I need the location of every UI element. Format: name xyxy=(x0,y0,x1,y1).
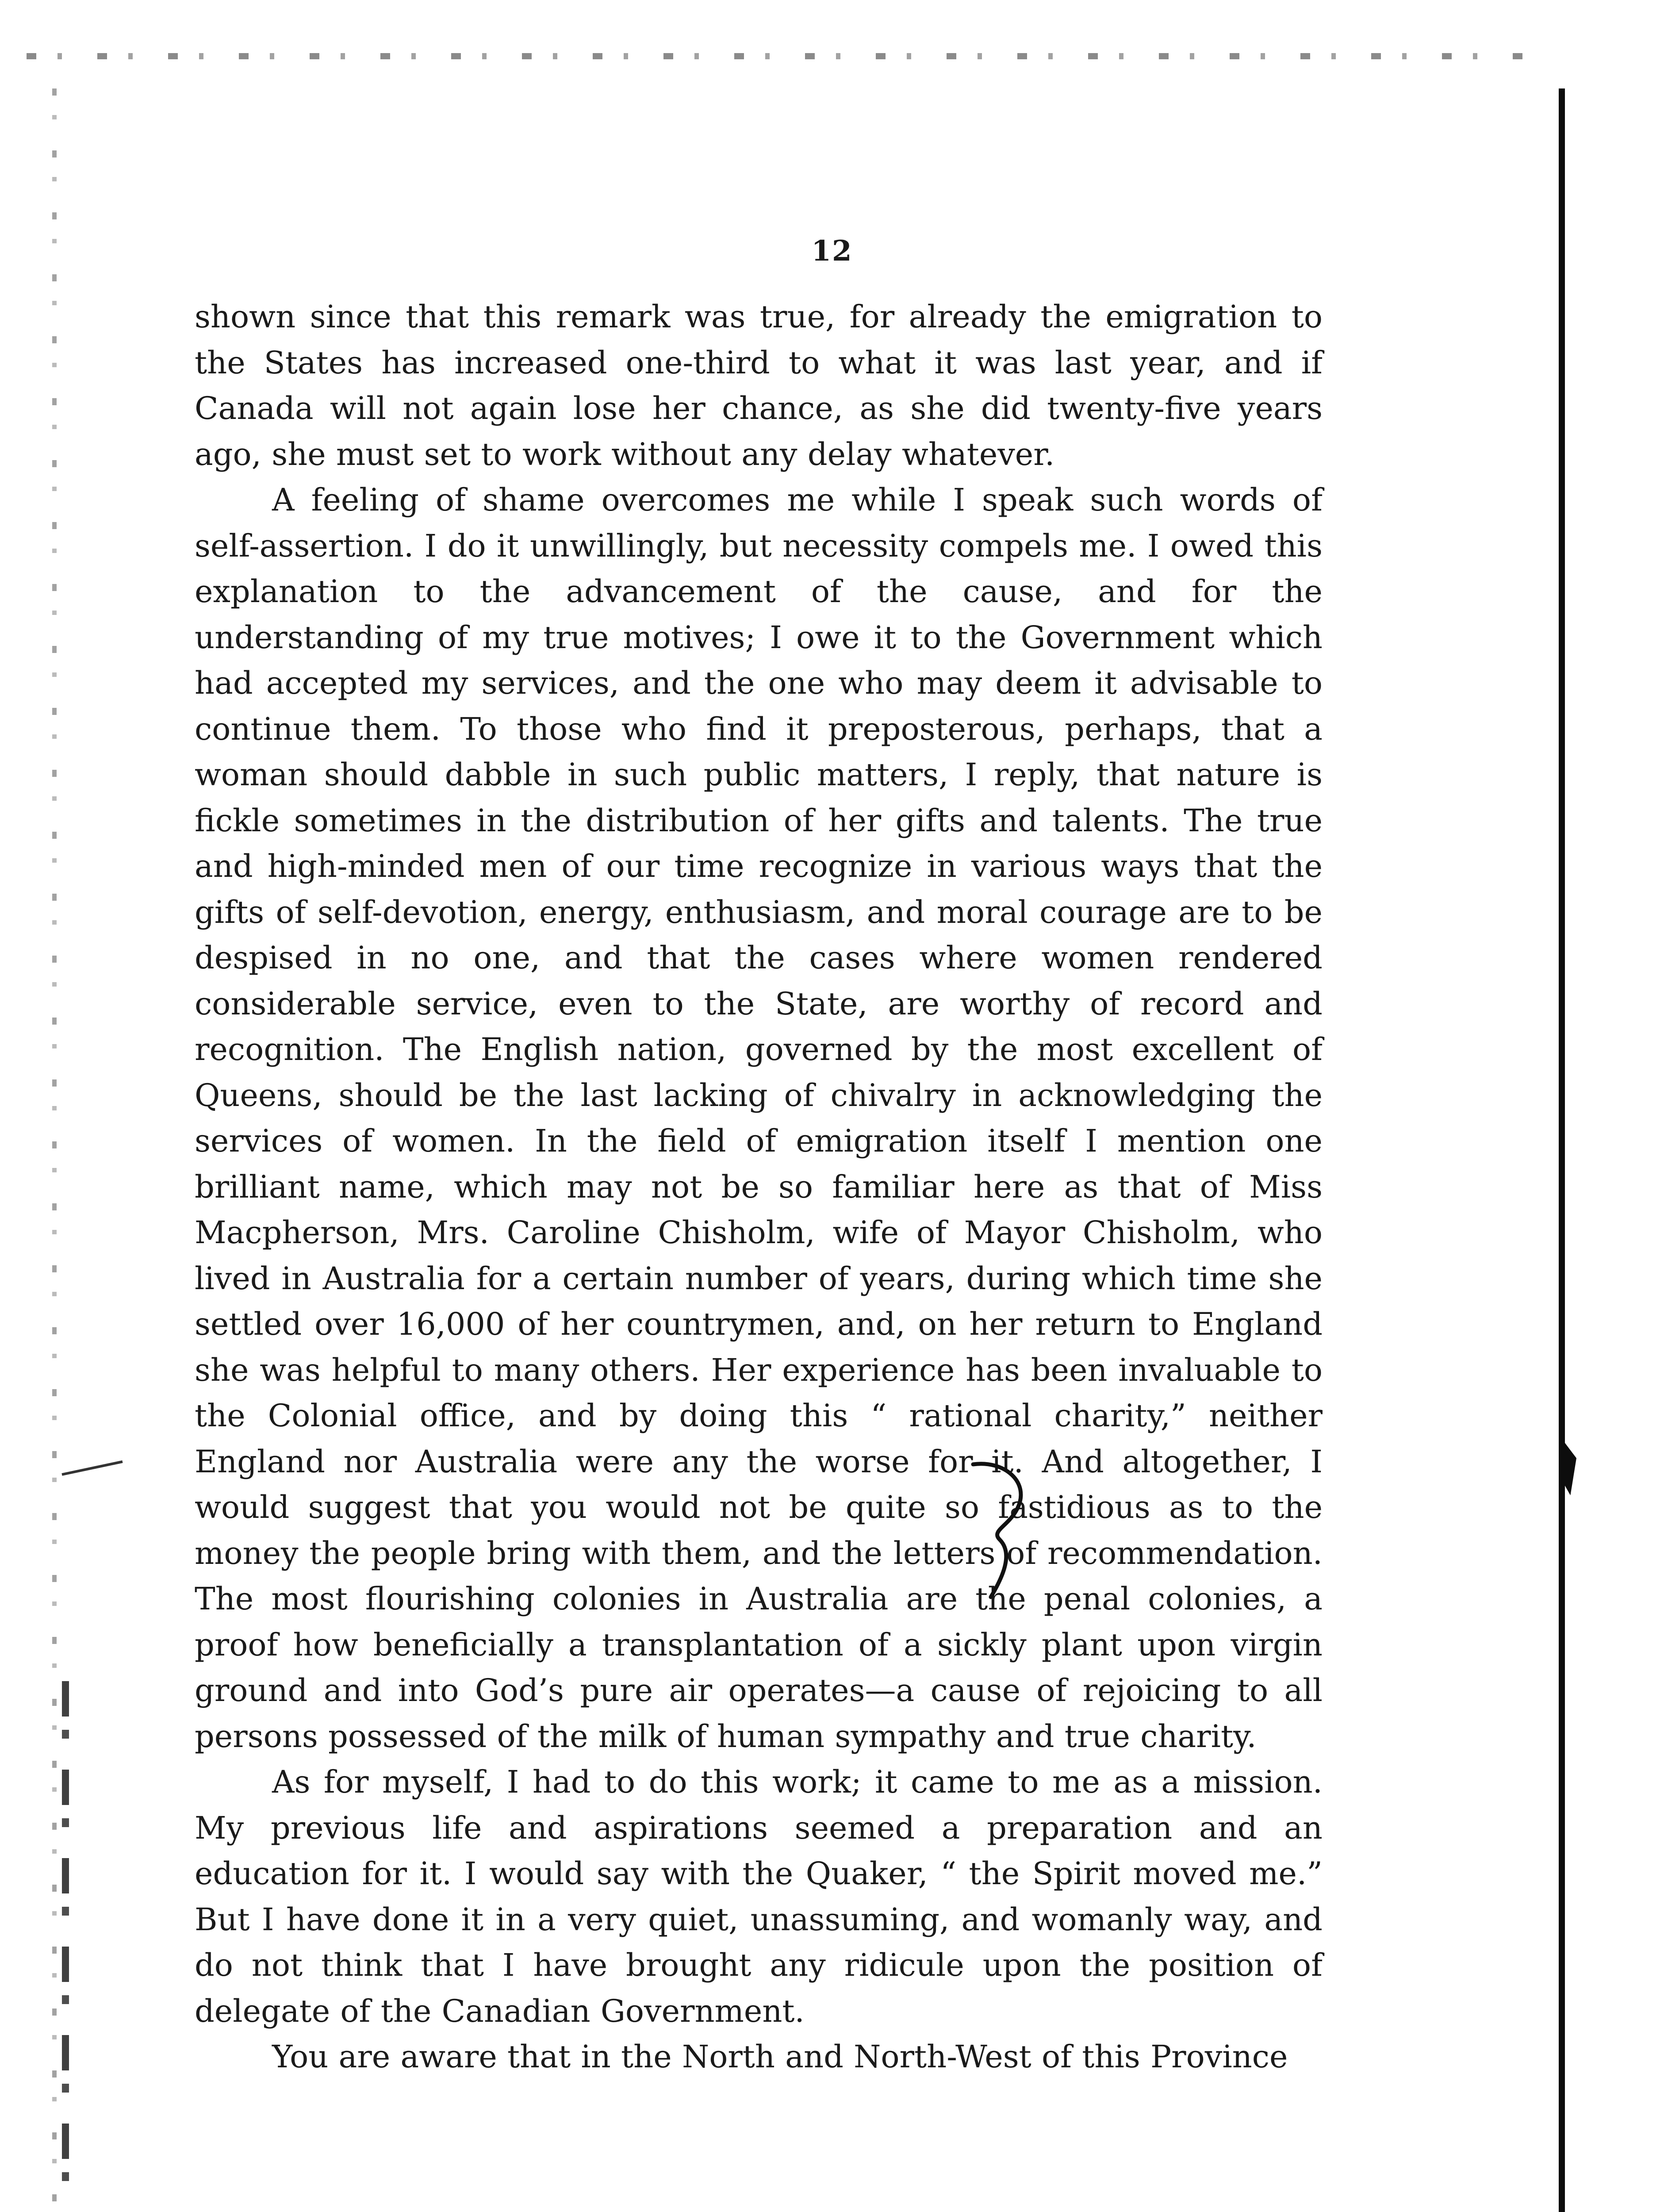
bracket-stroke-lower xyxy=(991,1540,1006,1597)
scan-tick-mark xyxy=(61,1460,123,1476)
scan-edge-right xyxy=(1559,88,1565,2212)
page-number: 12 xyxy=(811,234,853,268)
scan-edge-top xyxy=(27,53,1539,59)
handwritten-bracket-mark xyxy=(964,1455,1053,1601)
paragraph-2: A feeling of shame overcomes me while I speak such words of self-assertion. I do it unwillingly, but necessity compels me. I owed this explanation to the advancement of the cause, and for the understanding of my true motives; I owe it to the Government which had accepted my services, and the one who may deem it advisable to continue them. To those who find it preposterous, perhaps, that a woman should dabble in such public matters, I reply, that nature is fickle sometimes in the distribution of her gifts and talents. The true and high-minded men of our time recognize in various ways that the gifts of self-devotion, energy, enthusiasm, and moral courage are to be despised in no one, and that the cases where women rendered considerable service, even to the State, are worthy of record and recognition. The English nation, governed by the most excellent of Queens, should be the last lacking of chivalry in acknowledging the services of women. In the field of emigration itself I mention one brilliant name, which may not be so familiar here as that of Miss Macpherson, Mrs. Caroline Chisholm, wife of Mayor Chisholm, who lived in Australia for a certain number of years, during which time she settled over 16,000 of her countrymen, and, on her return to England she was helpful to many others. Her experience has been invaluable to the Colonial office, and by doing this “ rational charity,” neither England nor Australia were any the worse for it. And altogether, I would suggest that you would not be quite so fastidious as to the money the people bring with them, and the letters of recommendation. The most flourishing colonies in Australia are the penal colonies, a proof how beneficially a transplantation of a sickly plant upon virgin ground and into God’s pure air operates—a cause of rejoicing to all persons possessed of the milk of human sympathy and true charity. xyxy=(195,482,1323,1755)
paragraph-1: shown since that this remark was true, for already the emigration to the States has increased one-third to what it was last year, and if Canada will not again lose her chance, as she did twenty-five years ago, she must set to work without any delay whatever. xyxy=(195,299,1323,472)
scan-edge-left-marks xyxy=(62,1681,69,2212)
paragraph-3: As for myself, I had to do this work; it came to me as a mission. My previous life and aspirations seemed a preparation and an education for it. I would say with the Quaker, “ the Spirit moved me.” But I have done it in a very quiet, unassuming, and womanly way, and do not think that I have brought any ridicule upon the position of delegate of the Canadian Government. xyxy=(195,1764,1323,2029)
paragraph-4: You are aware that in the North and North-West of this Province xyxy=(272,2039,1288,2075)
bracket-stroke-upper xyxy=(973,1464,1021,1540)
scan-edge-left xyxy=(52,88,57,2212)
body-text xyxy=(195,294,1323,2080)
